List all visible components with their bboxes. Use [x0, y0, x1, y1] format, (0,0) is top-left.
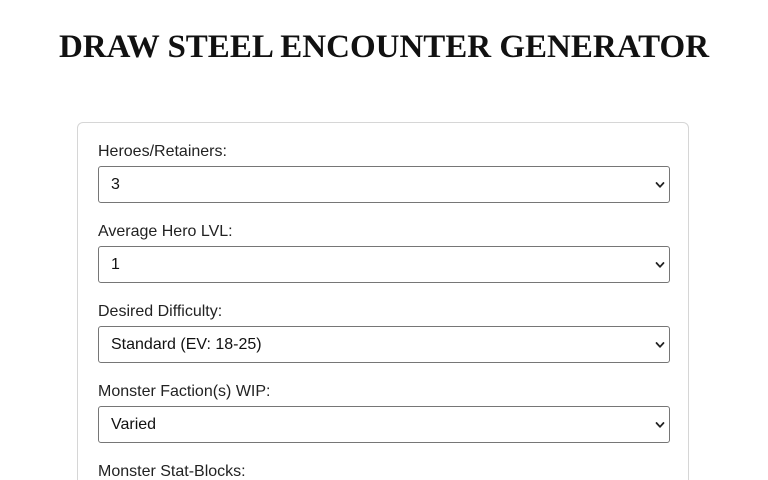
chevron-down-icon — [655, 340, 665, 350]
heroes-retainers-select[interactable] — [98, 166, 670, 203]
monster-factions-label: Monster Faction(s) WIP: — [98, 383, 271, 400]
chevron-down-icon — [655, 260, 665, 270]
desired-difficulty-value: Standard (EV: 18-25) — [111, 336, 262, 353]
monster-stat-blocks-label: Monster Stat-Blocks: — [98, 463, 246, 480]
heroes-retainers-label: Heroes/Retainers: — [98, 143, 227, 160]
page-title: DRAW STEEL ENCOUNTER GENERATOR — [58, 29, 710, 65]
chevron-down-icon — [655, 180, 665, 190]
desired-difficulty-label: Desired Difficulty: — [98, 303, 223, 320]
average-hero-level-value: 1 — [111, 256, 120, 273]
chevron-down-icon — [655, 420, 665, 430]
average-hero-level-select[interactable] — [98, 246, 670, 283]
monster-factions-select[interactable] — [98, 406, 670, 443]
monster-factions-value: Varied — [111, 416, 157, 433]
encounter-form — [77, 122, 689, 480]
heroes-retainers-value: 3 — [111, 176, 120, 193]
desired-difficulty-select[interactable] — [98, 326, 670, 363]
average-hero-level-label: Average Hero LVL: — [98, 223, 233, 240]
